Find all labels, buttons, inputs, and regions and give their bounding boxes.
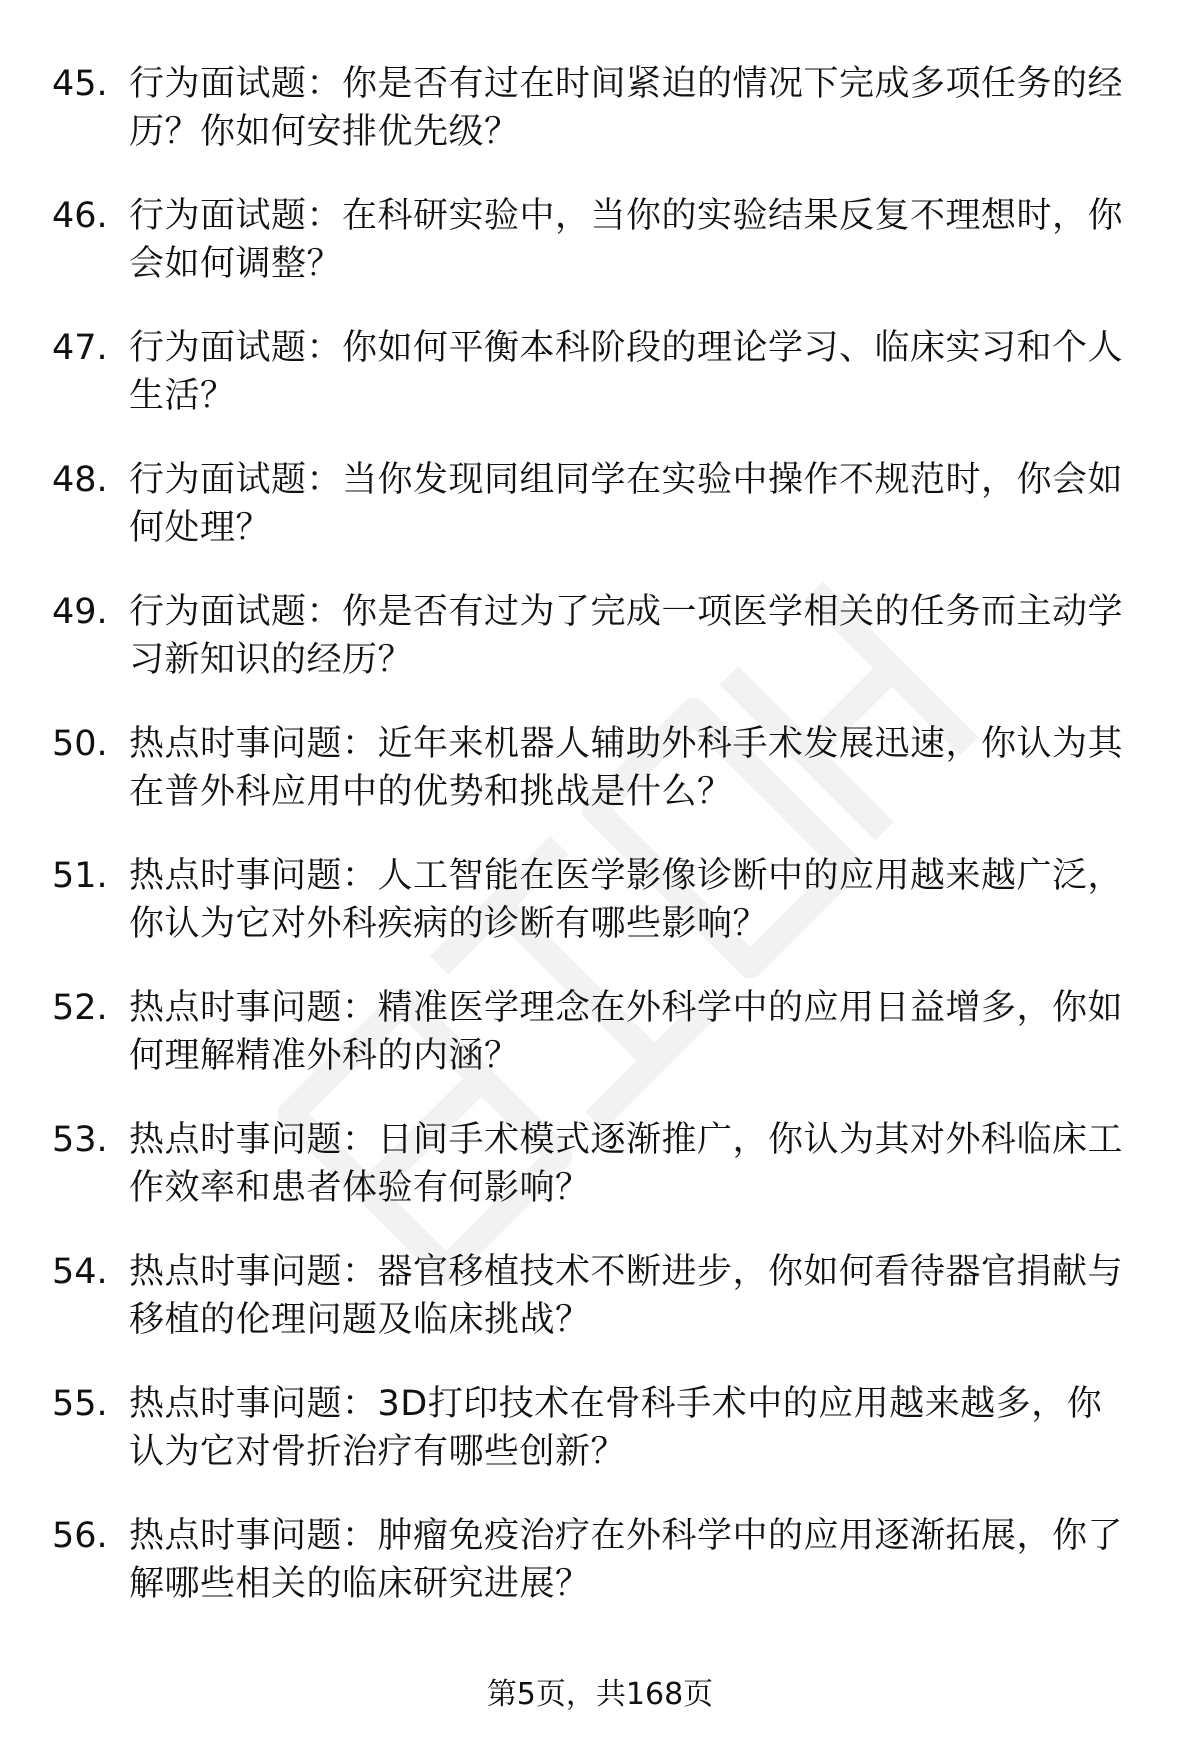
page-footer: 第5页，共168页 bbox=[486, 1677, 714, 1712]
question-text: 行为面试题：当你发现同组同学在实验中操作不规范时，你会如何处理？ bbox=[129, 460, 1124, 548]
question-item bbox=[52, 1248, 1152, 1380]
question-text: 热点时事问题：器官移植技术不断进步，你如何看待器官捐献与移植的伦理问题及临床挑战？ bbox=[129, 1252, 1124, 1340]
question-number: 56. bbox=[52, 1516, 108, 1556]
question-number: 49. bbox=[52, 592, 108, 632]
question-text: 行为面试题：你是否有过在时间紧迫的情况下完成多项任务的经历？你如何安排优先级？ bbox=[129, 64, 1124, 152]
question-number: 53. bbox=[52, 1120, 108, 1160]
question-text: 热点时事问题：肿瘤免疫治疗在外科学中的应用逐渐拓展，你了解哪些相关的临床研究进展？ bbox=[129, 1516, 1124, 1604]
question-item bbox=[52, 984, 1152, 1116]
question-item bbox=[52, 324, 1152, 456]
question-number: 48. bbox=[52, 460, 108, 500]
question-text: 行为面试题：你是否有过为了完成一项医学相关的任务而主动学习新知识的经历？ bbox=[129, 592, 1124, 680]
question-number: 51. bbox=[52, 856, 108, 896]
question-number: 46. bbox=[52, 196, 108, 236]
question-number: 50. bbox=[52, 724, 108, 764]
question-item bbox=[52, 60, 1152, 192]
question-item bbox=[52, 852, 1152, 984]
question-text: 热点时事问题：日间手术模式逐渐推广，你认为其对外科临床工作效率和患者体验有何影响？ bbox=[129, 1120, 1124, 1208]
question-item bbox=[52, 456, 1152, 588]
question-item bbox=[52, 720, 1152, 852]
question-text: 行为面试题：你如何平衡本科阶段的理论学习、临床实习和个人生活？ bbox=[129, 328, 1124, 416]
question-item bbox=[52, 1116, 1152, 1248]
question-text: 热点时事问题：人工智能在医学影像诊断中的应用越来越广泛，你认为它对外科疾病的诊断有哪些影响？ bbox=[129, 856, 1124, 944]
question-number: 55. bbox=[52, 1384, 108, 1424]
question-number: 54. bbox=[52, 1252, 108, 1292]
question-item bbox=[52, 588, 1152, 720]
question-number: 45. bbox=[52, 64, 108, 104]
question-item bbox=[52, 1512, 1152, 1644]
question-list bbox=[52, 60, 1152, 1644]
question-text: 行为面试题：在科研实验中，当你的实验结果反复不理想时，你会如何调整？ bbox=[129, 196, 1124, 284]
question-text: 热点时事问题：精准医学理念在外科学中的应用日益增多，你如何理解精准外科的内涵？ bbox=[129, 988, 1124, 1076]
question-number: 52. bbox=[52, 988, 108, 1028]
question-item bbox=[52, 192, 1152, 324]
question-number: 47. bbox=[52, 328, 108, 368]
question-text: 热点时事问题：3D打印技术在骨科手术中的应用越来越多，你认为它对骨折治疗有哪些创新？ bbox=[129, 1384, 1103, 1472]
question-item bbox=[52, 1380, 1152, 1512]
question-text: 热点时事问题：近年来机器人辅助外科手术发展迅速，你认为其在普外科应用中的优势和挑战是什么？ bbox=[129, 724, 1124, 812]
